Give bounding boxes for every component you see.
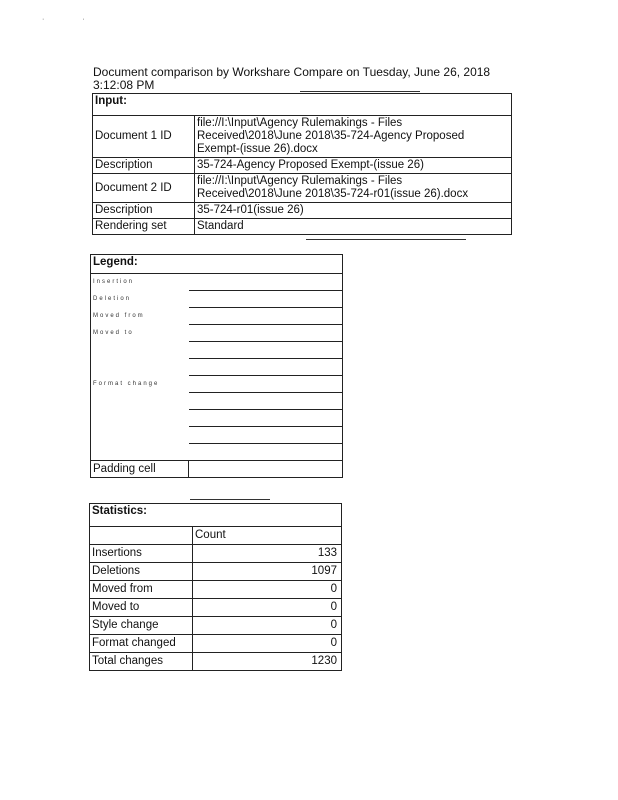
description1-label: Description — [93, 158, 195, 174]
statistic-label: Style change — [90, 617, 193, 635]
statistic-label: Moved from — [90, 581, 193, 599]
statistic-label: Moved to — [90, 599, 193, 617]
input-row-description2 — [93, 203, 512, 219]
scan-artifact-line — [300, 91, 420, 92]
statistics-heading: Statistics: — [90, 504, 342, 527]
statistics-row — [90, 617, 342, 635]
statistic-label: Total changes — [90, 653, 193, 671]
legend-row — [91, 444, 343, 461]
statistics-row — [90, 563, 342, 581]
statistic-label: Deletions — [90, 563, 193, 581]
padding-cell — [189, 461, 343, 478]
comparison-title: Document comparison by Workshare Compare on Tuesday, June 26, 2018 3:12:08 PM — [93, 65, 491, 92]
document2-value: file://I:\Input\Agency Rulemakings - Files Received\2018\June 2018\35-724-r01(issue 26).docx — [195, 174, 512, 203]
statistics-header-blank — [90, 527, 193, 545]
document2-label: Document 2 ID — [93, 174, 195, 203]
legend-swatch — [189, 376, 343, 393]
statistics-row — [90, 635, 342, 653]
document1-label: Document 1 ID — [93, 116, 195, 158]
legend-swatch — [189, 308, 343, 325]
description2-label: Description — [93, 203, 195, 219]
statistic-value: 133 — [193, 545, 342, 563]
statistic-label: Insertions — [90, 545, 193, 563]
legend-desc: Deletion — [91, 291, 189, 308]
input-row-rendering-set — [93, 219, 512, 235]
legend-swatch — [189, 274, 343, 291]
input-table — [92, 93, 512, 235]
input-row-document1 — [93, 116, 512, 158]
legend-desc: Format change — [91, 376, 189, 393]
rendering-set-value: Standard — [195, 219, 512, 235]
input-heading: Input: — [93, 94, 512, 116]
description1-value: 35-724-Agency Proposed Exempt-(issue 26) — [195, 158, 512, 174]
statistics-row — [90, 545, 342, 563]
statistic-value: 0 — [193, 635, 342, 653]
legend-desc: Insertion — [91, 274, 189, 291]
statistic-value: 0 — [193, 599, 342, 617]
legend-row — [91, 291, 343, 308]
scan-artifact-line — [306, 239, 466, 240]
legend-row — [91, 359, 343, 376]
legend-desc — [91, 393, 189, 410]
document1-value: file://I:\Input\Agency Rulemakings - Files Received\2018\June 2018\35-724-Agency Proposed Exempt-(issue 26).docx — [195, 116, 512, 158]
legend-swatch — [189, 444, 343, 461]
statistics-row — [90, 581, 342, 599]
legend-row — [91, 427, 343, 444]
legend-swatch — [189, 342, 343, 359]
legend-swatch — [189, 291, 343, 308]
legend-desc — [91, 444, 189, 461]
rendering-set-label: Rendering set — [93, 219, 195, 235]
legend-swatch — [189, 410, 343, 427]
legend-desc — [91, 410, 189, 427]
legend-row — [91, 410, 343, 427]
statistic-value: 0 — [193, 581, 342, 599]
legend-desc — [91, 342, 189, 359]
input-row-description1 — [93, 158, 512, 174]
count-header: Count — [193, 527, 342, 545]
description2-value: 35-724-r01(issue 26) — [195, 203, 512, 219]
scan-specks: · · — [42, 16, 103, 23]
legend-swatch — [189, 393, 343, 410]
statistics-row — [90, 599, 342, 617]
legend-row — [91, 308, 343, 325]
padding-cell-label: Padding cell — [91, 461, 189, 478]
legend-swatch — [189, 427, 343, 444]
legend-row — [91, 274, 343, 291]
legend-swatch — [189, 359, 343, 376]
legend-padding-row — [91, 461, 343, 478]
statistic-value: 1230 — [193, 653, 342, 671]
legend-desc — [91, 427, 189, 444]
statistic-label: Format changed — [90, 635, 193, 653]
legend-desc — [91, 359, 189, 376]
input-row-document2 — [93, 174, 512, 203]
legend-row — [91, 376, 343, 393]
legend-table — [90, 254, 343, 478]
legend-desc: Moved to — [91, 325, 189, 342]
statistics-row — [90, 653, 342, 671]
statistic-value: 1097 — [193, 563, 342, 581]
scan-artifact-line — [190, 499, 270, 500]
legend-row — [91, 393, 343, 410]
statistics-column-header-row — [90, 527, 342, 545]
legend-row — [91, 342, 343, 359]
legend-swatch — [189, 325, 343, 342]
legend-row — [91, 325, 343, 342]
statistic-value: 0 — [193, 617, 342, 635]
legend-heading: Legend: — [91, 255, 343, 274]
legend-desc: Moved from — [91, 308, 189, 325]
statistics-table — [89, 503, 342, 671]
